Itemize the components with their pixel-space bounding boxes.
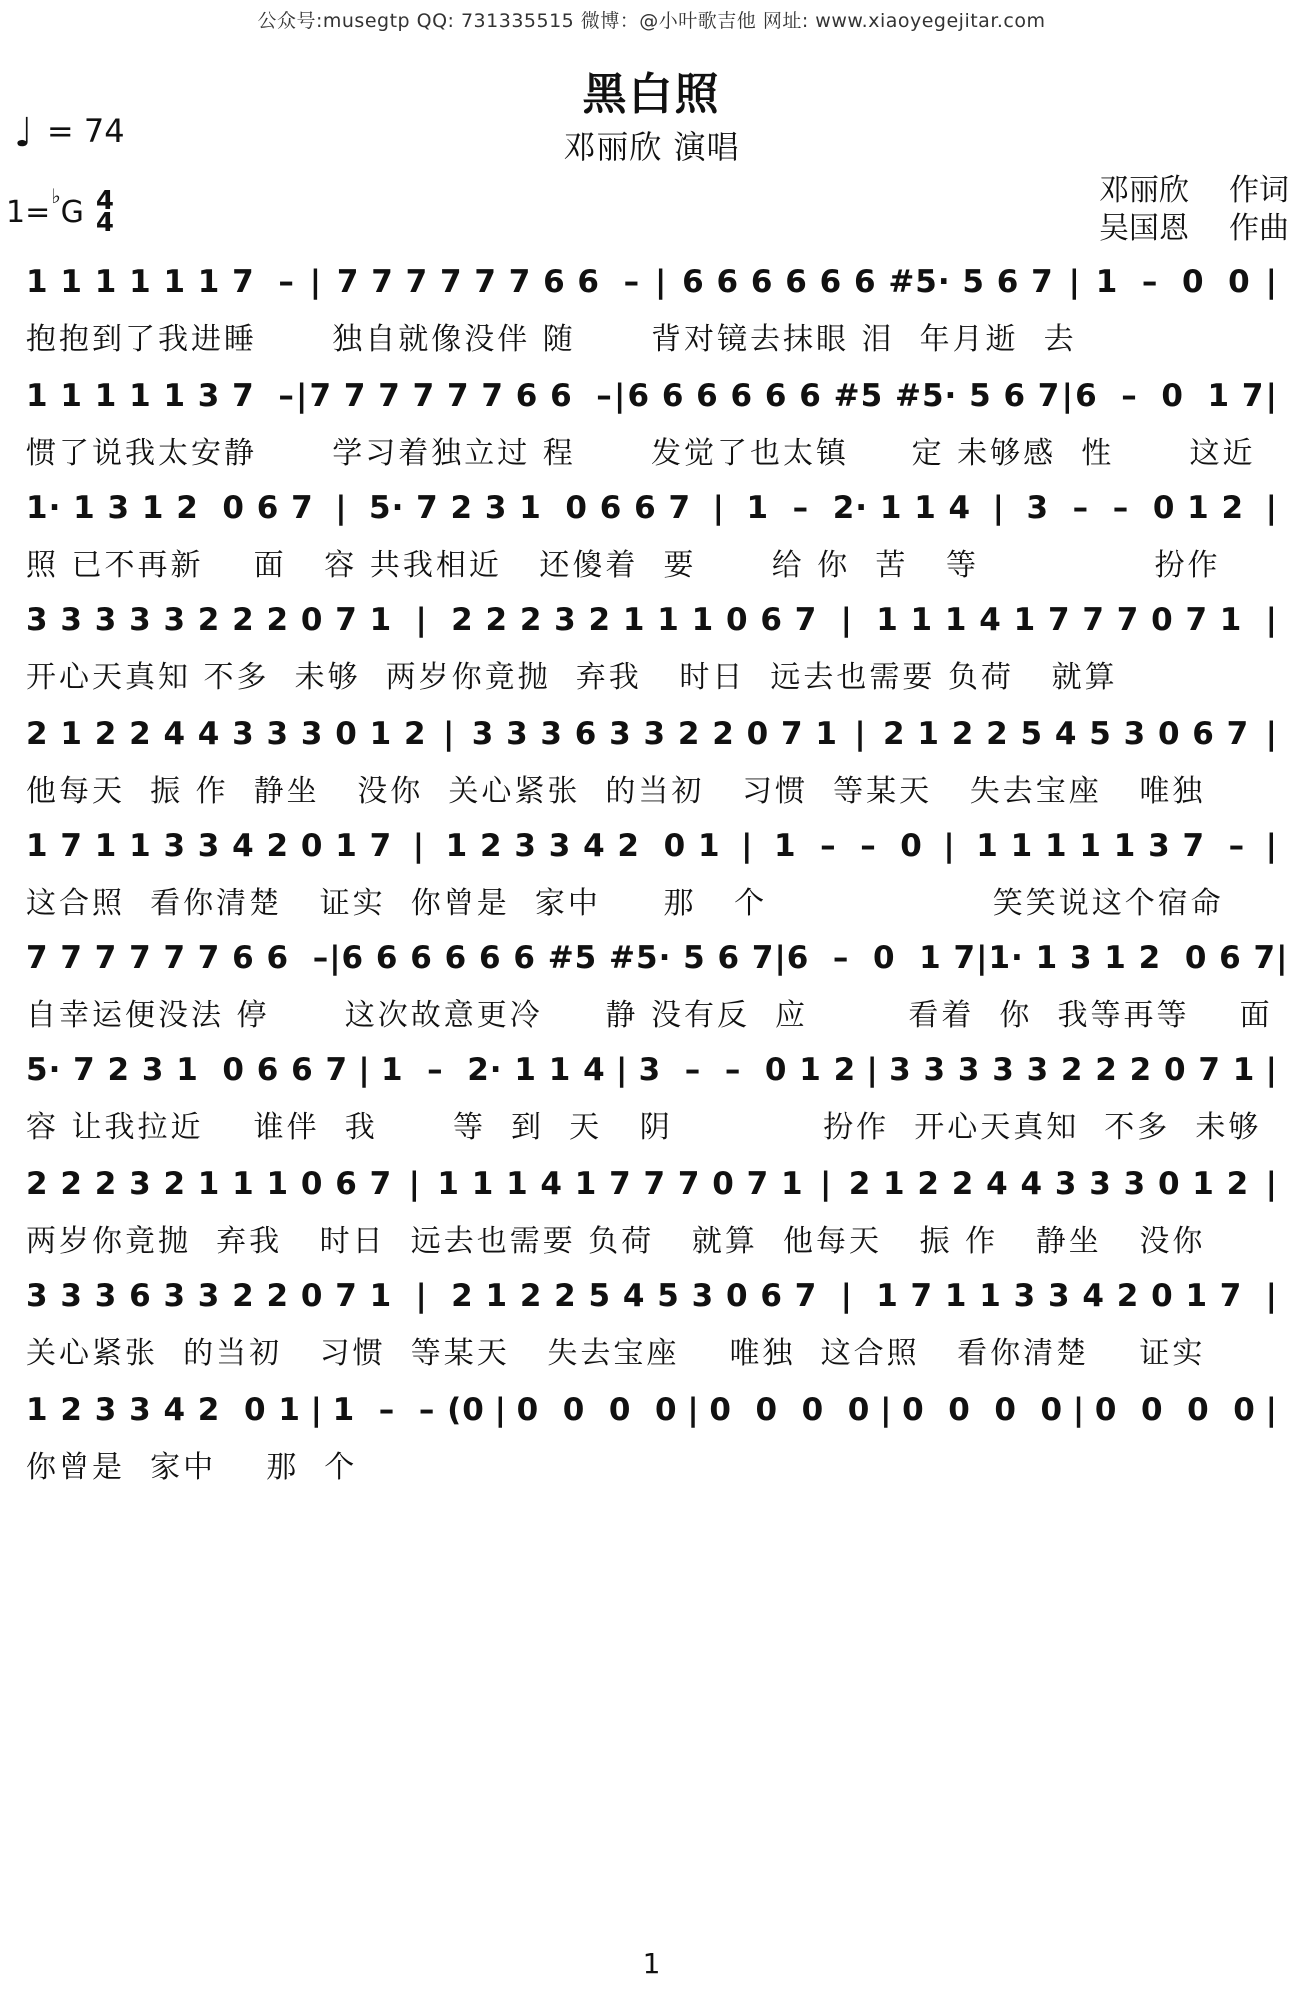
barline: | [976, 940, 989, 976]
measure: 1 – 2· 1 1 4 [380, 1052, 606, 1088]
measure: 1 7 1 1 3 3 4 2 0 1 7 [26, 828, 393, 864]
measure: 1 1 1 1 1 3 7 – [26, 378, 295, 414]
measure: 6 6 6 6 6 6 #5 #5· 5 6 7 [341, 940, 775, 976]
notation-line [26, 1034, 1278, 1090]
measure: 2 2 2 3 2 1 1 1 0 6 7 [451, 602, 818, 638]
measure: 3 – – 0 1 2 [638, 1052, 857, 1088]
barline: | [943, 828, 956, 864]
barline: | [840, 602, 853, 638]
credit-name: 吴国恩 [1099, 211, 1189, 246]
score-row [26, 922, 1289, 1034]
score-row [26, 1374, 1278, 1486]
barline: | [415, 1278, 428, 1314]
measure: 1 – 0 0 [1095, 264, 1251, 300]
song-title: 黑白照 [582, 69, 721, 120]
score-row [26, 472, 1278, 584]
measure: 7 7 7 7 7 7 6 6 – [336, 264, 641, 300]
barline: | [687, 1392, 700, 1428]
measure: 1 1 1 1 1 3 7 – [976, 828, 1246, 864]
measure: 6 – 0 1 7 [786, 940, 977, 976]
barline: | [1265, 1166, 1278, 1202]
notation-line [26, 360, 1278, 416]
lyrics-line: 这合照 看你清楚 证实 你曾是 家中 那 个 笑笑说这个宿命 [26, 886, 1224, 921]
barline: | [840, 1278, 853, 1314]
lyrics-line: 开心天真知 不多 未够 两岁你竟抛 弃我 时日 远去也需要 负荷 就算 [26, 660, 1118, 695]
barline: | [1276, 940, 1289, 976]
measure: 5· 7 2 3 1 0 6 6 7 [369, 490, 692, 526]
barline: | [654, 264, 668, 300]
barline: | [866, 1052, 879, 1088]
measure: 1 1 1 4 1 7 7 7 0 7 1 [437, 1166, 804, 1202]
measure: 0 0 0 0 [516, 1392, 678, 1428]
barline: | [1061, 378, 1074, 414]
barline: | [358, 1052, 371, 1088]
measure: 6 6 6 6 6 6 #5· 5 6 7 [682, 264, 1054, 300]
score-row [26, 1034, 1278, 1146]
lyrics-line: 容 让我拉近 谁伴 我 等 到 天 阴 扮作 开心天真知 不多 未够 [26, 1110, 1262, 1145]
measure: 0 0 0 0 [1094, 1392, 1256, 1428]
key-signature [6, 184, 115, 238]
credit-role: 作曲 [1229, 211, 1289, 246]
measure: 2 2 2 3 2 1 1 1 0 6 7 [26, 1166, 393, 1202]
score-row [26, 810, 1278, 922]
lyricist-credit [1099, 172, 1289, 210]
notation-line [26, 472, 1278, 528]
lyrics-line: 抱抱到了我进睡 独自就像没伴 随 背对镜去抹眼 泪 年月逝 去 [26, 322, 1077, 357]
lyrics-line: 照 已不再新 面 容 共我相近 还傻着 要 给 你 苦 等 扮作 [26, 548, 1221, 583]
quarter-note-icon: ♩ [14, 110, 33, 156]
measure: 0 0 0 0 [902, 1392, 1064, 1428]
score-row [26, 584, 1278, 696]
measure: 1· 1 3 1 2 0 6 7 [988, 940, 1277, 976]
barline: | [442, 716, 456, 752]
measure: 0 0 0 0 [709, 1392, 871, 1428]
barline: | [741, 828, 754, 864]
lyrics-line: 关心紧张 的当初 习惯 等某天 失去宝座 唯独 这合照 看你清楚 证实 [26, 1336, 1206, 1371]
barline: | [329, 940, 342, 976]
measure: 3 3 3 3 3 2 2 2 0 7 1 [26, 602, 393, 638]
barline: | [774, 940, 787, 976]
flat-icon: ♭ [51, 184, 61, 208]
credits [1099, 172, 1289, 248]
barline: | [296, 378, 309, 414]
barline: | [613, 378, 627, 414]
time-top: 4 [95, 186, 115, 216]
measure: 3 – – 0 1 2 [1026, 490, 1245, 526]
measure: 1 2 3 3 4 2 0 1 [26, 1392, 301, 1428]
notation-line [26, 922, 1289, 978]
tempo-marking [14, 110, 125, 156]
notation-line [26, 584, 1278, 640]
lyrics-line: 两岁你竟抛 弃我 时日 远去也需要 负荷 就算 他每天 振 作 静坐 没你 [26, 1224, 1206, 1259]
lyrics-line: 你曾是 家中 那 个 [26, 1450, 358, 1485]
measure: 7 7 7 7 7 7 6 6 – [309, 378, 613, 414]
measure: 2 1 2 2 5 4 5 3 0 6 7 [883, 716, 1250, 752]
watermark-header: 公众号:musegtp QQ: 731335515 微博：@小叶歌吉他 网址: www.xiaoyegejitar.com [257, 10, 1046, 32]
barline: | [1265, 264, 1278, 300]
key-name: G [60, 194, 84, 230]
notation-line [26, 1148, 1278, 1204]
barline: | [1265, 716, 1278, 752]
singer-line: 邓丽欣 演唱 [563, 128, 740, 166]
measure: 1 – – (0 [332, 1392, 485, 1428]
page-number: 1 [642, 1947, 661, 1980]
barline: | [1265, 1052, 1278, 1088]
credit-name: 邓丽欣 [1099, 173, 1189, 208]
measure: 2 1 2 2 4 4 3 3 3 0 1 2 [848, 1166, 1250, 1202]
measure: 6 6 6 6 6 6 #5 #5· 5 6 7 [627, 378, 1061, 414]
measure: 2 1 2 2 4 4 3 3 3 0 1 2 [26, 716, 427, 752]
barline: | [1265, 490, 1278, 526]
score-row [26, 1148, 1278, 1260]
measure: 3 3 3 6 3 3 2 2 0 7 1 [471, 716, 838, 752]
measure: 6 – 0 1 7 [1075, 378, 1265, 414]
barline: | [992, 490, 1005, 526]
tempo-value: = 74 [46, 112, 125, 150]
notation-line [26, 810, 1278, 866]
barline: | [1265, 602, 1278, 638]
barline: | [310, 1392, 323, 1428]
measure: 7 7 7 7 7 7 6 6 – [26, 940, 330, 976]
measure: 1 1 1 1 1 1 7 – [26, 264, 295, 300]
time-bottom: 4 [95, 208, 115, 238]
barline: | [1068, 264, 1081, 300]
barline: | [854, 716, 867, 752]
measure: 1 – 2· 1 1 4 [746, 490, 972, 526]
lyrics-line: 自幸运便没法 停 这次故意更冷 静 没有反 应 看着 你 我等再等 面 [26, 998, 1273, 1033]
barline: | [712, 490, 725, 526]
notation-line [26, 1260, 1278, 1316]
barline: | [1265, 1278, 1278, 1314]
barline: | [1072, 1392, 1086, 1428]
notation-line [26, 698, 1278, 754]
barline: | [1265, 1392, 1278, 1428]
measure: 3 3 3 3 3 2 2 2 0 7 1 [889, 1052, 1256, 1088]
measure: 1· 1 3 1 2 0 6 7 [26, 490, 314, 526]
key-prefix: 1= [6, 194, 51, 230]
measure: 1 1 1 4 1 7 7 7 0 7 1 [876, 602, 1243, 638]
barline: | [494, 1392, 507, 1428]
score-row [26, 246, 1278, 358]
measure: 1 – – 0 [773, 828, 923, 864]
lyrics-line: 惯了说我太安静 学习着独立过 程 发觉了也太镇 定 未够感 性 这近 [26, 436, 1256, 471]
barline: | [1265, 828, 1278, 864]
notation-line [26, 246, 1278, 302]
barline: | [412, 828, 426, 864]
barline: | [819, 1166, 833, 1202]
barline: | [335, 490, 348, 526]
lyrics-line: 他每天 振 作 静坐 没你 关心紧张 的当初 习惯 等某天 失去宝座 唯独 [26, 774, 1206, 809]
barline: | [1265, 378, 1278, 414]
measure: 1 7 1 1 3 3 4 2 0 1 7 [876, 1278, 1243, 1314]
score-row [26, 1260, 1278, 1372]
credit-role: 作词 [1229, 173, 1289, 208]
barline: | [408, 1166, 421, 1202]
barline: | [880, 1392, 893, 1428]
measure: 1 2 3 3 4 2 0 1 [445, 828, 721, 864]
notation-line [26, 1374, 1278, 1430]
measure: 3 3 3 6 3 3 2 2 0 7 1 [26, 1278, 393, 1314]
barline: | [415, 602, 428, 638]
time-signature [95, 186, 115, 238]
score-row [26, 698, 1278, 810]
measure: 2 1 2 2 5 4 5 3 0 6 7 [451, 1278, 818, 1314]
composer-credit [1099, 210, 1289, 248]
measure: 5· 7 2 3 1 0 6 6 7 [26, 1052, 349, 1088]
barline: | [309, 264, 323, 300]
barline: | [615, 1052, 629, 1088]
score-row [26, 360, 1278, 472]
